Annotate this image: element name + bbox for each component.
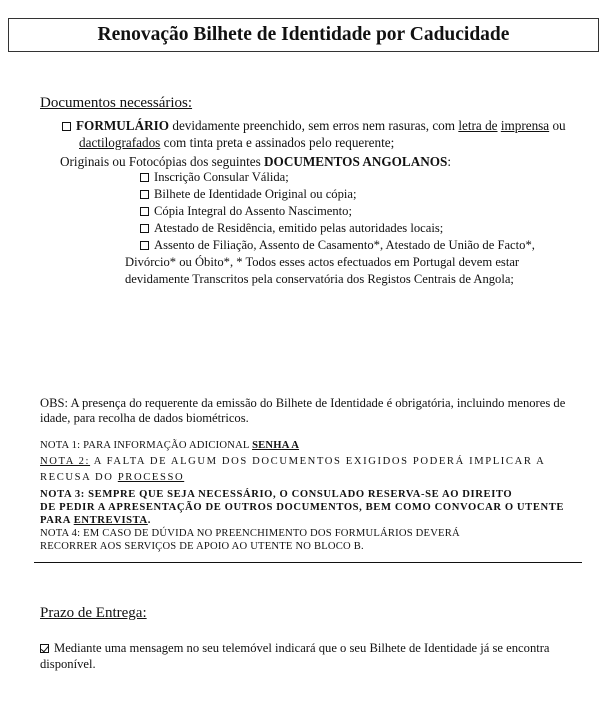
nota-3-line-3: [40, 515, 151, 526]
form-text-2: ou: [549, 118, 566, 133]
nota-1-text: NOTA 1: PARA INFORMAÇÃO ADICIONAL: [40, 440, 253, 451]
filiacao-line-2: Divórcio* ou Óbito*, * Todos esses actos efectuados em Portugal devem estar: [125, 255, 520, 269]
document-label: Atestado de Residência, emitido pelas autoridades locais;: [154, 221, 444, 235]
form-underlined-2: imprensa: [500, 118, 550, 133]
form-text-1: devidamente preenchido, sem erros nem rasuras, com: [169, 118, 459, 133]
nota-3-text-3: PARA: [40, 515, 74, 526]
filiacao-line-3: devidamente Transcritos pela conservatória dos Registos Centrais de Angola;: [125, 272, 514, 286]
section-documents-heading: Documentos necessários:: [40, 95, 193, 111]
nota-3-line-2: DE PEDIR A APRESENTAÇÃO DE OUTROS DOCUMENTOS, BEM COMO CONVOCAR O UTENTE: [40, 502, 565, 513]
document-checkbox[interactable]: [140, 207, 149, 216]
checked-checkbox-icon[interactable]: [40, 644, 49, 653]
form-checkbox[interactable]: [62, 122, 71, 131]
document-label: Cópia Integral do Assento Nascimento;: [154, 204, 352, 218]
form-bold: FORMULÁRIO: [76, 118, 170, 133]
delivery-line-1: [40, 641, 550, 656]
nota-2-processo: PROCESSO: [117, 472, 185, 483]
obs-line-1: OBS: A presença do requerente da emissão do Bilhete de Identidade é obrigatória, incluindo menores de: [40, 396, 566, 410]
nota-2-text-2: RECUSA DO: [40, 472, 118, 483]
divider: [34, 562, 582, 563]
nota-2-text: A FALTA DE ALGUM DOS DOCUMENTOS EXIGIDOS PODERÁ IMPLICAR A: [90, 456, 546, 467]
form-underlined-1: letra de: [458, 118, 498, 133]
document-item: [140, 187, 356, 202]
document-item: [140, 221, 443, 236]
originals-bold: DOCUMENTOS ANGOLANOS: [264, 154, 448, 169]
nota-3-entrevista: ENTREVISTA: [73, 515, 148, 526]
nota-3-line-1: NOTA 3: SEMPRE QUE SEJA NECESSÁRIO, O CONSULADO RESERVA-SE AO DIREITO: [40, 489, 513, 500]
nota-1-senha: SENHA A: [252, 440, 300, 451]
page-title: Renovação Bilhete de Identidade por Caducidade: [97, 24, 510, 45]
filiacao-line-1: Assento de Filiação, Assento de Casamento*, Atestado de União de Facto*,: [154, 238, 535, 252]
delivery-text-1: Mediante uma mensagem no seu telemóvel indicará que o seu Bilhete de Identidade já se encontra: [54, 641, 550, 655]
document-item-filiacao: [140, 238, 535, 253]
document-item: [140, 204, 352, 219]
title-box: [8, 18, 599, 52]
document-label: Inscrição Consular Válida;: [154, 170, 289, 184]
originals-colon: :: [447, 154, 452, 169]
document-checkbox[interactable]: [140, 173, 149, 182]
document-checkbox[interactable]: [140, 190, 149, 199]
obs-line-2: idade, para recolha de dados biométricos.: [40, 411, 249, 425]
nota-2-label: NOTA 2:: [40, 456, 91, 467]
form-underlined-3: dactilografados: [79, 135, 161, 150]
nota-4-line-2: RECORRER AOS SERVIÇOS DE APOIO AO UTENTE NO BLOCO B.: [40, 541, 364, 552]
nota-3-period: .: [147, 515, 152, 526]
nota-4-line-1: NOTA 4: EM CASO DE DÚVIDA NO PREENCHIMENTO DOS FORMULÁRIOS DEVERÁ: [40, 528, 460, 539]
document-label: Bilhete de Identidade Original ou cópia;: [154, 187, 357, 201]
form-item-line-2: [79, 135, 394, 151]
delivery-line-2: disponível.: [40, 657, 96, 671]
document-checkbox[interactable]: [140, 224, 149, 233]
originals-text: Originais ou Fotocópias dos seguintes: [60, 154, 265, 169]
nota-2-line-2: [40, 472, 184, 483]
section-delivery-heading: Prazo de Entrega:: [40, 605, 147, 621]
originals-line: [60, 154, 451, 170]
document-checkbox[interactable]: [140, 241, 149, 250]
form-item-line-1: [62, 118, 566, 134]
nota-2-line-1: [40, 456, 545, 467]
document-item: [140, 170, 289, 185]
nota-1: [40, 440, 299, 451]
form-text-3: com tinta preta e assinados pelo requerente;: [160, 135, 395, 150]
